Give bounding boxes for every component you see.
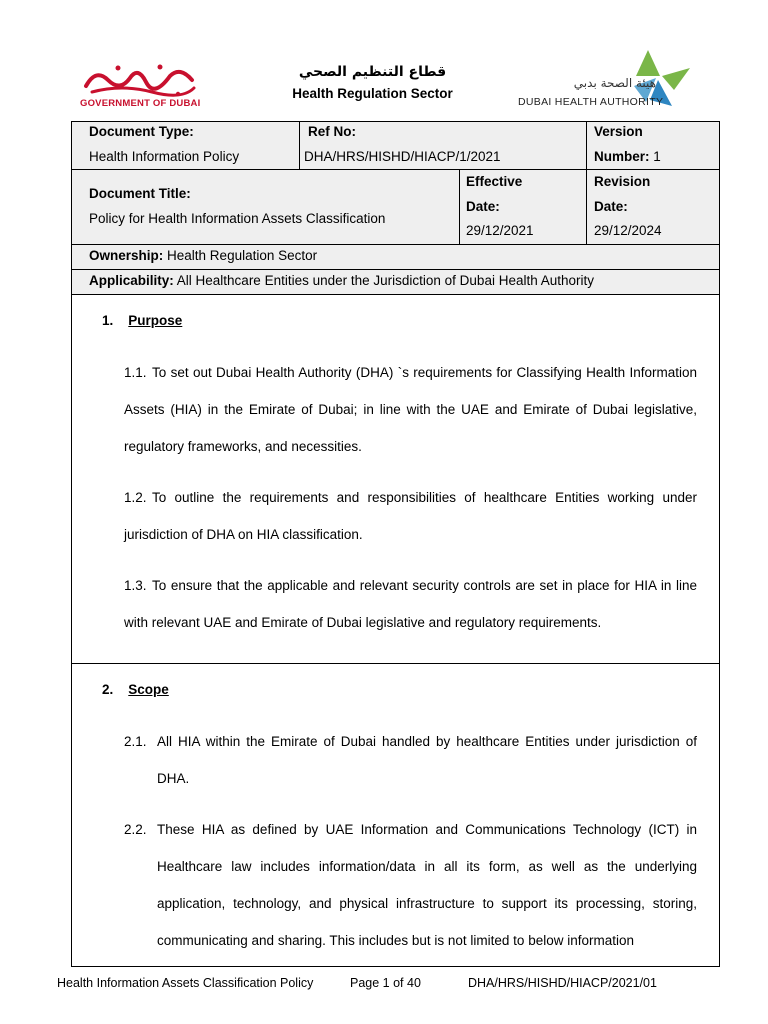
applicability-value: All Healthcare Entities under the Jurisdiction of Dubai Health Authority [176,273,595,288]
dha-english: DUBAI HEALTH AUTHORITY [518,96,664,108]
version-number-value: 1 [653,149,661,164]
item-number: 2.1. [124,734,147,749]
ownership-row [89,248,317,263]
version-label: Version [594,124,643,139]
section-divider [71,663,720,664]
dubai-health-authority-logo [516,46,696,112]
table-border [71,269,720,270]
revision-date-label: Date: [594,199,628,214]
purpose-item-3 [124,567,697,641]
ownership-label: Ownership: [89,248,164,263]
section-title: Purpose [128,313,183,328]
dubai-calligraphy-logo-icon [82,62,200,98]
table-border [71,169,720,170]
applicability-label: Applicability: [89,273,174,288]
version-number-label: Number: [594,149,650,164]
section-title: Scope [128,682,169,697]
item-text: All HIA within the Emirate of Dubai handled by healthcare Entities under jurisdiction of DHA. [157,734,697,786]
ref-label: Ref No: [308,124,356,139]
government-of-dubai-logo [78,62,203,114]
item-number: 1.3. [124,578,147,593]
table-border [71,121,720,122]
item-text: To set out Dubai Health Authority (DHA) `s requirements for Classifying Health Information Assets (HIA) in the Emirate of Dubai; in line with the UAE and Emirate of Dubai legislative, regulatory frameworks, and necessities. [124,365,697,454]
footer-ref: DHA/HRS/HISHD/HIACP/2021/01 [468,976,657,990]
table-border [71,294,720,295]
item-text: To outline the requirements and responsibilities of healthcare Entities working under jurisdiction of DHA on HIA classification. [124,490,697,542]
revision-label: Revision [594,174,651,189]
version-number [594,149,661,164]
title-cell [71,169,459,244]
page-border-right [719,121,720,967]
footer-doc-name: Health Information Assets Classification Policy [57,976,314,990]
item-text: To ensure that the applicable and relevant security controls are set in place for HIA in line with relevant UAE and Emirate of Dubai legislative and regulatory requirements. [124,578,697,630]
section-number: 1. [102,313,114,328]
scope-item-1 [124,723,697,797]
item-number: 2.2. [124,822,147,837]
dha-arabic: هيئة الصحة بدبي [573,76,656,90]
sector-arabic: قطاع التنظيم الصحي [298,64,447,80]
table-border [459,169,460,244]
effective-date-label: Date: [466,199,500,214]
effective-label: Effective [466,174,523,189]
scope-item-2 [124,811,697,963]
doc-type-label: Document Type: [89,124,194,139]
section-number: 2. [102,682,114,697]
revision-date-value: 29/12/2024 [594,223,662,238]
doc-type-value: Health Information Policy [89,149,240,164]
title-value: Policy for Health Information Assets Classification [89,211,386,226]
sector-heading [250,64,495,101]
table-border [586,121,587,244]
gov-logo-english: GOVERNMENT OF DUBAI [80,98,201,109]
item-text: These HIA as defined by UAE Information and Communications Technology (ICT) in Healthcare law includes information/data in all its form, as well as the underlying application, technology, and physical infrastructure to support its processing, storing, communicating and sharing. This includes but is not limited to below information [157,822,697,948]
applicability-row [89,273,594,288]
purpose-item-2 [124,479,697,553]
table-border [299,121,300,169]
item-number: 1.2. [124,490,147,505]
page-border-left [71,121,72,967]
title-label: Document Title: [89,186,191,201]
table-border [71,244,720,245]
purpose-item-1 [124,354,697,465]
section-heading-scope [102,682,169,697]
effective-date-value: 29/12/2021 [466,223,534,238]
footer-page-number: Page 1 of 40 [350,976,421,990]
section-heading-purpose [102,313,182,328]
ownership-value: Health Regulation Sector [167,248,318,263]
page-border-bottom [71,966,720,967]
item-number: 1.1. [124,365,147,380]
ref-value: DHA/HRS/HISHD/HIACP/1/2021 [304,149,501,164]
sector-english: Health Regulation Sector [292,86,453,101]
